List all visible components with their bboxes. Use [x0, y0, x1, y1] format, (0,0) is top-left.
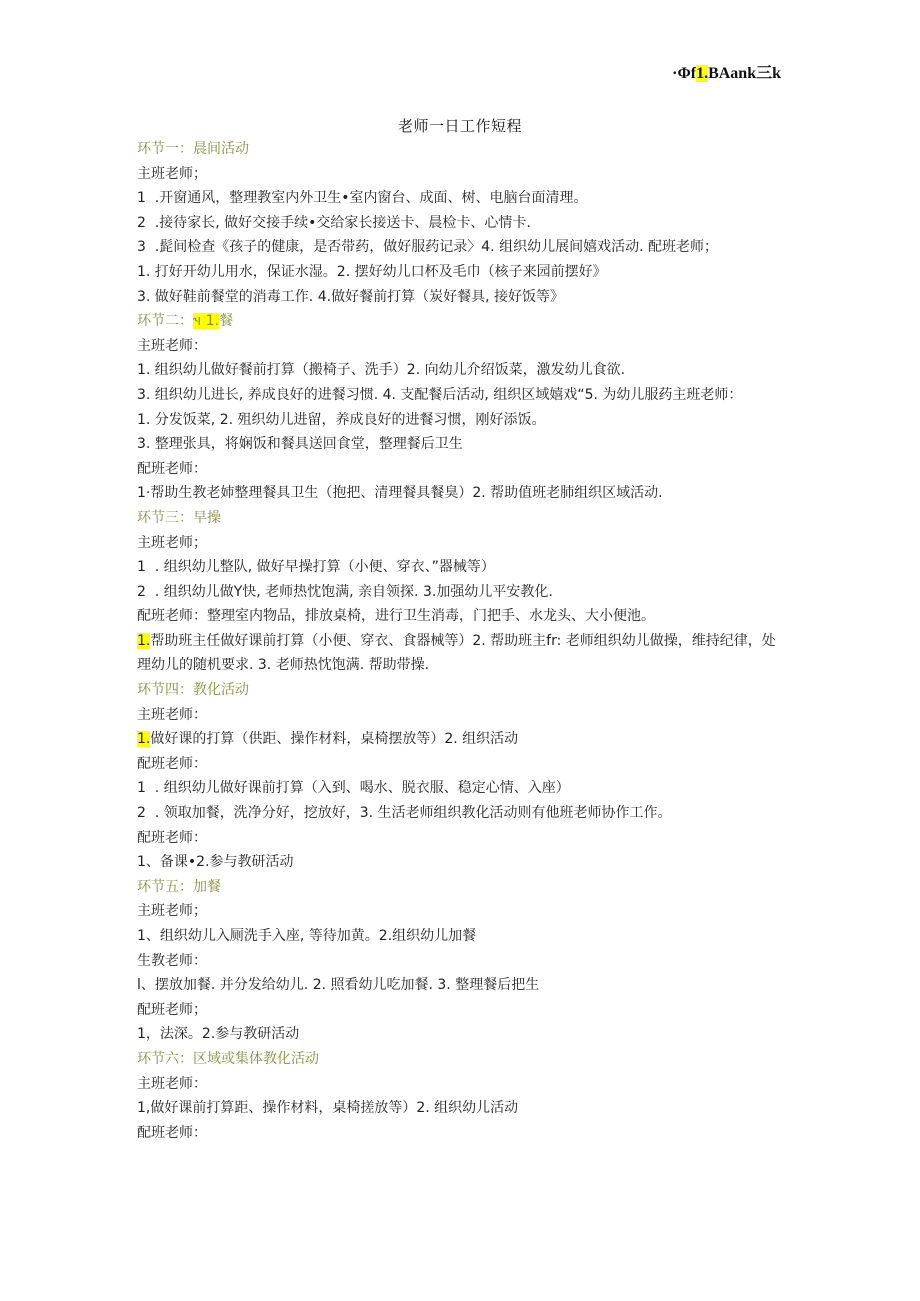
paragraph-line: 主班老师； — [137, 903, 207, 920]
paragraph-line: 1. 分发饭菜, 2. 殂织幼儿进留，养成良好的进餐习惯，刚好添饭。 — [137, 411, 546, 428]
paragraph-line: 主班老师： — [137, 1075, 207, 1092]
paragraph-line: 1,做好课前打算距、操作材料，桌椅搓放等）2. 组织幼儿活动 — [137, 1100, 519, 1117]
paragraph-line: 主班老师： — [137, 337, 207, 354]
paragraph-line: 1. 组织幼儿做好餐前打算（搬椅子、洗手）2. 向幼儿介绍饭菜，激发幼儿食欲. — [137, 362, 626, 379]
header-code-post: BAank三k — [708, 65, 781, 82]
header-code-pre: ·Φf — [672, 65, 697, 82]
line-text: 帮助班主任做好课前打算（小便、穿衣、食器械等）2. 帮助班主fr: 老师组织幼儿做操，维持纪律，处理幼儿的随机要求. 3. 老师热忱饱满. 帮助带操. — [137, 632, 776, 674]
section-heading: 环节五：加餐 — [137, 878, 221, 895]
paragraph-line: 1 . 组织幼儿整队, 做好早操打算（小便、穿衣、”器械等） — [137, 559, 495, 576]
section-heading: 环节四：教化活动 — [137, 682, 249, 699]
paragraph-line: 配班老师： — [137, 460, 207, 477]
section-prefix: 环节二： — [137, 313, 193, 330]
section-heading: 环节一：晨间活动 — [137, 141, 249, 157]
section-heading: 环节三：早操 — [137, 509, 221, 526]
paragraph-line: 3. 整理张具，将娴饭和餐具送回食堂，整理餐后卫生 — [137, 436, 463, 453]
section-heading: 环节六：区域或集体教化活动 — [137, 1050, 319, 1067]
highlight-mark: 1. — [137, 731, 151, 748]
paragraph-line: 主班老师； — [137, 534, 207, 551]
paragraph-line: 1、备课•2.参与教研活动 — [137, 854, 294, 871]
paragraph-line: 2 . 领取加餐，洗净分好，挖放好，3. 生活老师组织教化活动则有他班老师协作工作。 — [137, 805, 672, 822]
paragraph-line: 2 . 组织幼儿做Y快, 老师热忱饱满, 亲自领探. 3.加强幼儿平安教化. — [137, 583, 553, 600]
paragraph-line — [137, 727, 787, 752]
highlight-mark: ˞ı 1. — [193, 313, 220, 330]
paragraph-line: 主班老师： — [137, 706, 207, 723]
document-title: 老师一日工作短程 — [397, 117, 522, 135]
paragraph-line: 主班老师； — [137, 165, 207, 182]
paragraph-line: 1、组织幼儿入厕洗手入座, 等待加黄。2.组织幼儿加餐 — [137, 928, 477, 944]
section-heading — [137, 309, 787, 334]
paragraph-line: 配班老师； — [137, 1001, 207, 1018]
paragraph-line: 1·帮助生教老姉整理餐具卫生（抱把、清理餐具餐臭）2. 帮助值班老肺组织区域活动. — [137, 485, 663, 502]
paragraph-line: 1 . 组织幼儿做好课前打算（入到、喝水、脱衣服、稳定心情、入座） — [137, 780, 570, 797]
paragraph-line: 1 .开窗通风，整理教室内外卫生•室内窗台、成面、树、电脑台面清理。 — [137, 190, 588, 207]
section-suffix: 餐 — [219, 313, 234, 330]
paragraph-line: 3. 做好鞋前餐堂的消毒工作. 4.做好餐前打算（炭好餐具, 接好饭等》 — [137, 288, 564, 305]
paragraph-line: 配班老师： — [137, 755, 207, 772]
paragraph-line: 配班老师： — [137, 1124, 207, 1141]
paragraph-line: 2 .接待家长, 做好交接手续•交给家长接送卡、晨检卡、心情卡. — [137, 214, 531, 231]
paragraph-line — [137, 629, 787, 678]
paragraph-line: 1. 打好开幼儿用水，保证水湿。2. 摆好幼儿口杯及毛巾（核子来园前摆好》 — [137, 263, 607, 280]
paragraph-line: 配班老师： — [137, 829, 207, 846]
paragraph-line: 配班老师：整理室内物品，排放桌椅，进行卫生消毒，门把手、水龙头、大小便池。 — [137, 608, 655, 625]
header-code-highlight: 1. — [696, 65, 709, 82]
line-text: 做好课的打算（供距、操作材料，桌椅摆放等）2. 组织活动 — [150, 731, 519, 748]
paragraph-line: l、摆放加餐. 并分发给幼儿. 2. 照看幼儿吃加餐. 3. 整理餐后把生 — [137, 977, 540, 994]
paragraph-line: 3. 组织幼儿进长, 养成良好的进餐习惯. 4. 支配餐后活动, 组织区域嬉戏“5. 为幼儿服药主班老师： — [137, 386, 743, 403]
header-code — [672, 60, 781, 83]
document-body — [137, 137, 787, 1145]
highlight-mark: 1. — [137, 632, 151, 649]
paragraph-line: 3 .髭间检查《孩子的健康，是否带药，做好服药记录〉4. 组织幼儿展间嬉戏活动. 配班老师； — [137, 239, 718, 256]
paragraph-line: 生教老师： — [137, 952, 207, 969]
paragraph-line: 1，法深。2.参与教研活动 — [137, 1026, 300, 1043]
